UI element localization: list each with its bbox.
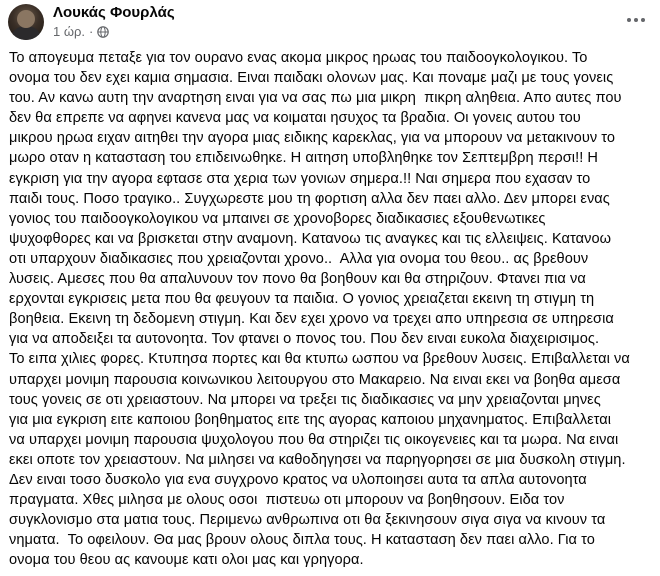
post-text-line: νηματα. Το οφειλουν. Θα μας βρουν ολους διπλα τους. Η κατασταση δεν παει αλλο. Για το bbox=[9, 532, 595, 549]
post-text-line: ψυχοφθορες και να βρισκεται στην αναμονη. Κατανοω τις αναγκες και τις ελλειψεις. Κατανοω bbox=[9, 230, 612, 247]
post-text-line: εκει οποτε τον χρειαστουν. Να μιλησει να καθοδηγησει να παρηγορησει σε μια δυσκολη στιγμη. bbox=[9, 451, 626, 468]
post-text bbox=[9, 48, 655, 570]
author-name[interactable]: Λουκάς Φουρλάς bbox=[53, 4, 175, 22]
post-text-line: τους γονεις σε οτι χρειαστουν. Να μπορει να τρεξει τις διαδικασιες να μην χρειαζονται μηνες bbox=[9, 391, 601, 408]
post-text-line: για μια εγκριση ειτε καποιου βοηθηματος ειτε της αγορας καποιου μηχανηματος. Επιβαλλεται bbox=[9, 411, 612, 428]
post-subline bbox=[53, 24, 175, 40]
post-text-line: ονομα του δεν εχει καμια σημασια. Ειναι παιδακι ολονων μας. Και ποναμε μαζι με τους γονεις bbox=[9, 70, 614, 87]
post-text-line: να υπαρχει μονιμη παρουσια ψυχολογου που θα στηριζει τις οικογενειες και τα μωρα. Να ειναι bbox=[9, 431, 619, 448]
post-text-line: Το ειπα χιλιες φορες. Κτυπησα πορτες και θα κτυπω ωσπου να βρεθουν λυσεις. Επιβαλλεται να bbox=[9, 351, 630, 368]
post-text-line: γονιος του παιδοογκολογικου να μπαινει σε χρονοβορες διαδικασιες εξουθενωτικες bbox=[9, 210, 546, 227]
post-text-line: υπαρχει μονιμη παρουσια κοινωνικου λειτουργου στο Μακαρειο. Να ειναι εκει να βοηθα αμεσα bbox=[9, 371, 621, 388]
post-meta bbox=[53, 4, 175, 40]
separator-dot: · bbox=[89, 24, 94, 40]
post-text-line: βοηθεια. Εκεινη τη δεδομενη στιγμη. Και δεν εχει χρονο να τρεχει απο υπηρεσια σε υπηρεσια bbox=[9, 311, 614, 328]
post-text-line: συγκλονισμο στα ματια τους. Περιμενω ανθρωπινα οτι θα ξεκινησουν σιγα σιγα να κινουν τα bbox=[9, 512, 606, 529]
globe-icon[interactable] bbox=[97, 26, 109, 38]
post-header bbox=[8, 2, 175, 42]
post-text-line: παιδι τους. Ποσο τραγικο.. Συγχωρεστε μου τη φορτιση αλλα δεν παει αλλο. Δεν μπορει ενας bbox=[9, 190, 610, 207]
post-text-line: Το απογευμα πεταξε για τον ουρανο ενας ακομα μικρος ηρωας του παιδοογκολογικου. Το bbox=[9, 50, 588, 66]
post-text-line: Δεν ειναι τοσο δυσκολο για ενα συγχρονο κρατος να υλοποιησει αυτα τα απλα αυτονοητα bbox=[9, 471, 587, 488]
post-text-line: του. Αν κανω αυτη την αναρτηση ειναι για να σας πω μια μικρη πικρη αληθεια. Απο αυτες που bbox=[9, 90, 622, 107]
post-text-line: μωρο οταν η κατασταση του επιδεινωθηκε. Η αιτηση υποβληθηκε τον Σεπτεμβρη περσι!! Η bbox=[9, 150, 599, 167]
post-text-line: ερχονται εγκρισεις μετα που θα φευγουν τα παιδια. Ο γονιος χρειαζεται εκεινη τη στιγμη τη bbox=[9, 291, 595, 308]
post-text-line: για να αποδειξει τα αυτονοητα. Τον φτανει ο πονος του. Που δεν ειναι ευκολα διαχειρισιμος. bbox=[9, 331, 600, 348]
post-text-line: οτι υπαρχουν διαδικασιες που χρειαζονται χρονο.. Αλλα για ονομα του θεου.. ας βρεθουν bbox=[9, 250, 589, 267]
more-options-button[interactable] bbox=[622, 10, 650, 30]
more-horizontal-icon bbox=[627, 18, 645, 22]
post-text-line: λυσεις. Αμεσες που θα απαλυνουν τον πονο θα βοηθουν και θα στηριζουν. Φτανει πια να bbox=[9, 271, 586, 288]
avatar[interactable] bbox=[8, 4, 44, 40]
post-text-line: πραγματα. Χθες μιλησα με ολους οσοι πιστευω οτι μπορουν να βοηθησουν. Ειδα τον bbox=[9, 492, 565, 509]
post-time[interactable]: 1 ώρ. bbox=[53, 24, 85, 40]
post-text-line: ονομα του θεου ας κανουμε κατι ολοι μας και γρηγορα. bbox=[9, 552, 364, 569]
post-text-line: εγκριση για την αγορα εφτασε στα χερια των γονιων σημερα.!! Ναι σημερα που εχασαν το bbox=[9, 170, 591, 187]
post-text-line: δεν θα επρεπε να αφηνει κανενα μας να κοιμαται ησυχος τα βραδια. Οι γονεις αυτου του bbox=[9, 110, 581, 127]
post-text-line: μικρου ηρωα ειχαν αιτηθει την αγορα μιας ειδικης καρεκλας, για να μπορουν να μετακινουν το bbox=[9, 130, 616, 147]
